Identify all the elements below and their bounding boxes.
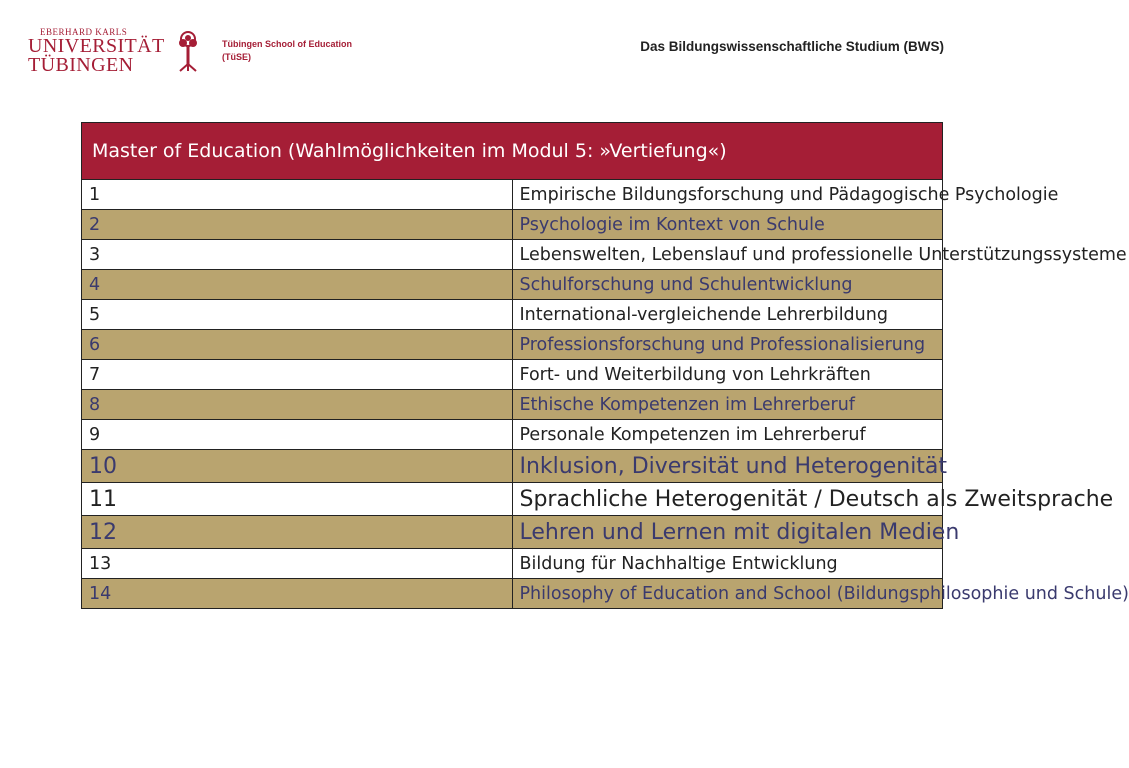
table-header-row	[82, 123, 943, 180]
school-name-line1: Tübingen School of Education	[222, 39, 352, 49]
row-number: 2	[82, 210, 513, 240]
school-name	[222, 38, 352, 64]
university-name-line1: EBERHARD KARLS	[40, 27, 128, 37]
row-number: 10	[82, 450, 513, 483]
row-number: 4	[82, 270, 513, 300]
table-title: Master of Education (Wahlmöglichkeiten im Modul 5: »Vertiefung«)	[82, 123, 943, 180]
table-row	[82, 390, 943, 420]
row-label: Ethische Kompetenzen im Lehrerberuf	[512, 390, 943, 420]
row-number: 8	[82, 390, 513, 420]
table-row	[82, 483, 943, 516]
table-row	[82, 240, 943, 270]
row-label: Fort- und Weiterbildung von Lehrkräften	[512, 360, 943, 390]
table-row	[82, 180, 943, 210]
table-row	[82, 420, 943, 450]
row-number: 3	[82, 240, 513, 270]
row-number: 13	[82, 549, 513, 579]
row-label: Psychologie im Kontext von Schule	[512, 210, 943, 240]
row-label: International-vergleichende Lehrerbildung	[512, 300, 943, 330]
row-label: Bildung für Nachhaltige Entwicklung	[512, 549, 943, 579]
page-title: Das Bildungswissenschaftliche Studium (BWS)	[640, 39, 944, 54]
table-row	[82, 330, 943, 360]
table-row	[82, 516, 943, 549]
row-number: 1	[82, 180, 513, 210]
row-number: 7	[82, 360, 513, 390]
row-number: 14	[82, 579, 513, 609]
table-row	[82, 360, 943, 390]
row-number: 11	[82, 483, 513, 516]
table-row	[82, 210, 943, 240]
table-row	[82, 549, 943, 579]
tree-icon	[175, 30, 201, 72]
row-number: 6	[82, 330, 513, 360]
row-label: Lehren und Lernen mit digitalen Medien	[512, 516, 943, 549]
row-label: Professionsforschung und Professionalisierung	[512, 330, 943, 360]
university-name-line2: UNIVERSITÄT	[28, 35, 165, 57]
page-header	[0, 0, 1024, 90]
table-row	[82, 450, 943, 483]
row-label: Sprachliche Heterogenität / Deutsch als Zweitsprache	[512, 483, 943, 516]
university-logo	[28, 27, 165, 76]
module-table	[81, 122, 1129, 609]
row-number: 5	[82, 300, 513, 330]
row-label: Empirische Bildungsforschung und Pädagogische Psychologie	[512, 180, 943, 210]
row-number: 9	[82, 420, 513, 450]
table-row	[82, 270, 943, 300]
row-label: Inklusion, Diversität und Heterogenität	[512, 450, 943, 483]
table-row	[82, 579, 943, 609]
school-name-line2: (TüSE)	[222, 52, 251, 62]
row-number: 12	[82, 516, 513, 549]
row-label: Personale Kompetenzen im Lehrerberuf	[512, 420, 943, 450]
row-label: Lebenswelten, Lebenslauf und professionelle Unterstützungssysteme	[512, 240, 943, 270]
university-name-line3: TÜBINGEN	[28, 54, 134, 76]
table-row	[82, 300, 943, 330]
row-label: Philosophy of Education and School (Bildungsphilosophie und Schule)	[512, 579, 943, 609]
module-table-container	[81, 122, 1129, 609]
row-label: Schulforschung und Schulentwicklung	[512, 270, 943, 300]
